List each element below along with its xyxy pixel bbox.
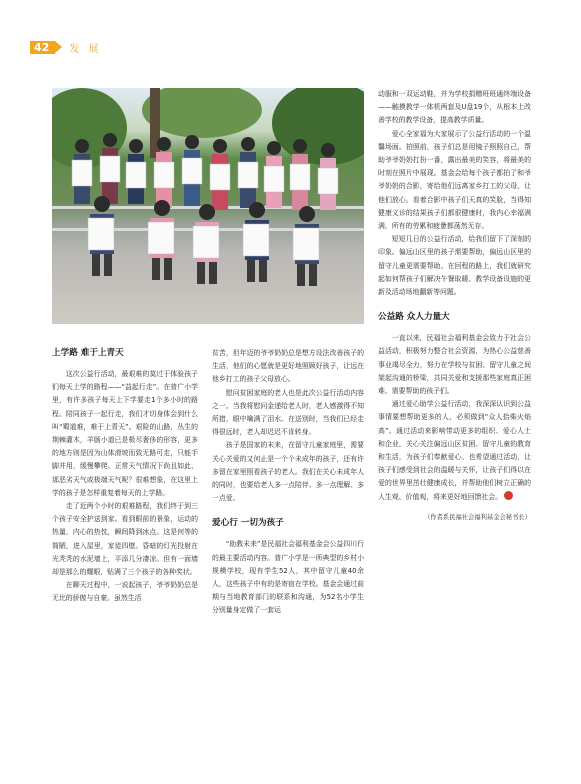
paragraph: 动服和一双运动鞋，并为学校捐赠班班通终端设备——触摸教学一体机两套及U盘19个，从根本上改善学校的教学设备，提高教学质量。 bbox=[378, 90, 531, 125]
paragraph: 爱心全家福为大家展示了公益行活动的一个温馨场面。拍照前，孩子们总是用镜子照照自己，帮助爷爷奶奶打扮一番，露出最美的笑容，将最美的时刻在照片中展现。基金会给每个孩子都拍了和爷爷奶奶的合影，寄给他们远离家乡打工的父母，让他们放心。看着合影中孩子们天真的笑脸，当得知健康义诊的结果孩子们都很健康时，我内心幸福满满，所有的劳累和疲惫都荡然无存。 bbox=[378, 129, 531, 231]
paragraph: “助教未来”是民福社会福利基金会公益四川行的最主要活动内容。普广小学是一所典型的乡村小规模学校，现有学生52人，其中留守儿童40余人，这些孩子中有的是寄宿在学校。基金会通过前期与当地教育部门的联系和沟通，为52名小学生分别量身定做了一套运 bbox=[212, 540, 364, 615]
group-photo bbox=[52, 88, 364, 324]
page-header bbox=[30, 40, 102, 54]
paragraph: 这次公益行活动，最艰难的莫过于体验孩子们每天上学的路程——“益起行走”。在普广小学里，有许多孩子每天上下学要走1个多小时的路程。陪同孩子一起行走，我们才切身体会到什么叫“蜀道难，难于上青天”。艰险的山路，丛生的荆棘灌木，羊肠小道已是极尽奢侈的形容，更多的地方则是因为山体滑坡而致无路可走，只能手脚并用，缓慢攀爬。正常天气情况下尚且如此，那恶劣天气或极端天气呢？很难想象，在这里上学的孩子是怎样重复着每天的上学路。 bbox=[52, 370, 198, 497]
group-photo-illustration bbox=[52, 88, 364, 324]
paragraph: 孩子是国家的未来，在留守儿童家庭里，需要关心关爱的又何止是一个个未成年的孩子，还有许多留在家里照看孩子的老人。我们在关心未成年人的同时，也要给老人多一点陪伴、多一点理解、多一点爱。 bbox=[212, 441, 364, 503]
paragraph: 贫苦，但年迈的爷爷奶奶总是想方设法改善孩子的生活，他们的心愿就是更好地照顾好孩子，让远在他乡打工的孩子父母放心。 bbox=[212, 349, 364, 384]
section-title: 发 展 bbox=[69, 43, 102, 55]
section-heading-love-action: 爱心行 一切为孩子 bbox=[212, 518, 284, 529]
paragraph-final bbox=[378, 398, 531, 504]
left-column bbox=[52, 347, 198, 606]
middle-column bbox=[212, 347, 364, 618]
author-note: （作者系民福社会福利基金会秘书长） bbox=[423, 513, 531, 521]
page-number: 42 bbox=[30, 41, 55, 54]
paragraph: 走了近两个小时的艰难路程，我们终于到三个孩子安全护送到家。看到眼前的景象，运动的热量、内心的热忱，瞬间降到冰点。这是何等的简陋，进入屋里，家徒四壁。昏暗的灯光投射在光秃秃的水泥墙上，平添几分凄凉。但有一面墙却是那么的耀眼，贴满了三个孩子的各种奖状。 bbox=[52, 502, 198, 577]
section-heading-school-road: 上学路 难于上青天 bbox=[52, 348, 124, 358]
paragraph: 在聊天过程中，一说起孩子，爷爷奶奶总是无比的骄傲与自豪。虽然生活 bbox=[52, 581, 198, 603]
paragraph: 短短几日的公益行活动，给我们留下了深刻的印象。偏远山区里的孩子需要帮助，偏远山区里的留守儿童更需要帮助。在回程的路上，我们就研究起如何帮孩子们解决午餐取暖、教学设备设施的更新及活动场地翻新等问题。 bbox=[378, 235, 531, 297]
paragraph: 慰问贫困家庭的老人也是此次公益行活动内容之一。当我将慰问金递给老人时，老人感激得不知所措，眼中噙满了泪水。在送别时，当我们已经走得很远时，老人却迟迟不肯转身。 bbox=[212, 388, 364, 437]
paragraph: 一直以来，民福社会福利基金会致力于社会公益活动，积极努力整合社会资源，为热心公益慈善事业竭尽全力，努力在学校与贫困、留守儿童之间架起沟通的桥梁，共同关爱和支援那些家庭真正困难、需要帮助的孩子们。 bbox=[378, 334, 531, 396]
right-column bbox=[378, 88, 531, 524]
end-mark-icon bbox=[504, 491, 513, 500]
section-heading-charity-road: 公益路 众人力量大 bbox=[378, 312, 450, 323]
paragraph-final-text: 通过爱心助学公益行活动，我深深认识到公益事情要想帮助更多的人，必须做到“众人拾柴火焰高”。通过活动来影响带动更多的组织、爱心人士和企业，关心关注偏远山区贫困、留守儿童的教育和生活，为孩子们奉献爱心。也希望通过活动，让孩子们感受到社会的温暖与关怀，让孩子们得以在爱的世界里茁壮健康成长，并帮助他们树立正确的人生观、价值观，将来更好地回馈社会。 bbox=[378, 400, 531, 501]
